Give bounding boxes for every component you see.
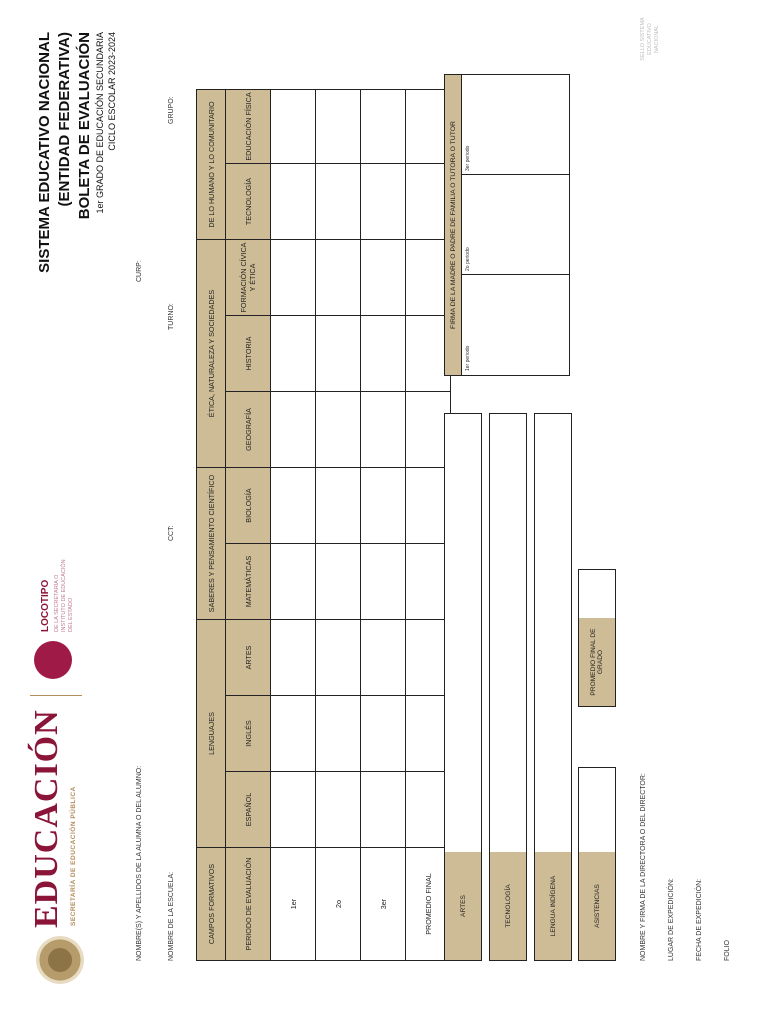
- student-name-label: NOMBRE(S) Y APELLIDOS DE LA ALUMNA O DEL ALUMNO:: [136, 765, 143, 961]
- subject-historia: HISTORIA: [226, 316, 271, 392]
- grade-cell[interactable]: [361, 772, 406, 848]
- grade-cell[interactable]: [361, 468, 406, 544]
- cycle-line: CICLO ESCOLAR 2023-2024: [107, 32, 117, 151]
- grade-cell[interactable]: [271, 620, 316, 696]
- state-logo-icon: [34, 641, 72, 679]
- state-title: (ENTIDAD FEDERATIVA): [56, 32, 73, 207]
- group-etica: ÉTICA, NATURALEZA Y SOCIEDADES: [197, 240, 226, 468]
- lengua-indigena-box: [534, 413, 572, 961]
- grade-cell[interactable]: [271, 392, 316, 468]
- table-row: [271, 90, 316, 961]
- firma-period-2: 2o periodo: [465, 247, 471, 271]
- folio-label: FOLIO: [724, 939, 731, 961]
- subject-ingles: INGLÉS: [226, 696, 271, 772]
- grade-cell[interactable]: [316, 544, 361, 620]
- grade-cell[interactable]: [361, 316, 406, 392]
- national-seal-icon: [36, 936, 84, 984]
- promedio-grado-label: PROMEDIO FINAL DE GRADO: [579, 618, 615, 706]
- periodo-header: PERIODO DE EVALUACIÓN: [226, 848, 271, 961]
- logo-subtitle: DE LA SECRETARÍA O INSTITUTO DE EDUCACIÓN DEL ESTADO: [54, 559, 74, 632]
- grade-cell[interactable]: [271, 468, 316, 544]
- grade-cell[interactable]: [316, 696, 361, 772]
- document-title: BOLETA DE EVALUACIÓN: [76, 32, 93, 220]
- promedio-grado-box: [578, 569, 616, 707]
- firma-period-1: 1er periodo: [465, 345, 471, 371]
- subject-biologia: BIOLOGÍA: [226, 468, 271, 544]
- grade-cell[interactable]: [271, 696, 316, 772]
- system-title: SISTEMA EDUCATIVO NACIONAL: [36, 32, 53, 273]
- grade-cell[interactable]: [361, 90, 406, 164]
- firma-box: [444, 74, 570, 376]
- grade-cell[interactable]: [361, 164, 406, 240]
- subject-geografia: GEOGRAFÍA: [226, 392, 271, 468]
- period-2-label: 2o: [316, 848, 361, 961]
- grade-cell[interactable]: [361, 620, 406, 696]
- grade-cell[interactable]: [361, 696, 406, 772]
- curp-label: CURP:: [136, 260, 143, 282]
- period-1-label: 1er: [271, 848, 316, 961]
- firma-title: FIRMA DE LA MADRE O PADRE DE FAMILIA O TUTORA O TUTOR: [445, 75, 461, 375]
- asistencias-label: ASISTENCIAS: [579, 852, 615, 960]
- subject-artes: ARTES: [226, 620, 271, 696]
- subject-matematicas: MATEMÁTICAS: [226, 544, 271, 620]
- director-label: NOMBRE Y FIRMA DE LA DIRECTORA O DEL DIRECTOR:: [640, 773, 647, 961]
- tecnologia-label: TECNOLOGÍA: [490, 852, 526, 960]
- group-saberes: SABERES Y PENSAMIENTO CIENTÍFICO: [197, 468, 226, 620]
- brand-title: EDUCACIÓN: [28, 709, 65, 928]
- period-3-label: 3er: [361, 848, 406, 961]
- lengua-indigena-label: LENGUA INDÍGENA: [535, 852, 571, 960]
- lugar-label: LUGAR DE EXPEDICIÓN:: [668, 878, 675, 961]
- grade-cell[interactable]: [361, 544, 406, 620]
- grade-cell[interactable]: [271, 316, 316, 392]
- artes-box: [444, 413, 482, 961]
- grade-cell[interactable]: [316, 240, 361, 316]
- grade-cell[interactable]: [271, 772, 316, 848]
- group-lenguajes: LENGUAJES: [197, 620, 226, 848]
- grade-cell[interactable]: [316, 620, 361, 696]
- grupo-label: GRUPO:: [168, 96, 175, 124]
- grade-cell[interactable]: [361, 240, 406, 316]
- sello-placeholder: SELLO SISTEMA EDUCATIVO NACIONAL: [640, 17, 660, 61]
- grade-cell[interactable]: [271, 90, 316, 164]
- grade-cell[interactable]: [316, 316, 361, 392]
- grade-cell[interactable]: [316, 90, 361, 164]
- cct-label: CCT:: [168, 525, 175, 541]
- brand-subtitle: SECRETARÍA DE EDUCACIÓN PÚBLICA: [70, 786, 77, 926]
- tecnologia-box: [489, 413, 527, 961]
- turno-label: TURNO:: [168, 303, 175, 330]
- grade-cell[interactable]: [361, 392, 406, 468]
- subject-espanol: ESPAÑOL: [226, 772, 271, 848]
- campos-header: CAMPOS FORMATIVOS: [197, 848, 226, 961]
- grade-cell[interactable]: [271, 164, 316, 240]
- promedio-final-label: PROMEDIO FINAL: [406, 848, 451, 961]
- grade-cell[interactable]: [316, 468, 361, 544]
- subject-tecnologia: TECNOLOGÍA: [226, 164, 271, 240]
- grade-cell[interactable]: [271, 240, 316, 316]
- grade-line: 1er GRADO DE EDUCACIÓN SECUNDARIA: [95, 32, 105, 214]
- table-row: [361, 90, 406, 961]
- grade-cell[interactable]: [271, 544, 316, 620]
- subject-edfisica: EDUCACIÓN FÍSICA: [226, 90, 271, 164]
- subject-formacion: FORMACIÓN CÍVICA Y ÉTICA: [226, 240, 271, 316]
- artes-label: ARTES: [445, 852, 481, 960]
- asistencias-box: [578, 767, 616, 961]
- group-humano: DE LO HUMANO Y LO COMUNITARIO: [197, 90, 226, 240]
- grades-table: [196, 89, 451, 961]
- table-row: [316, 90, 361, 961]
- school-name-label: NOMBRE DE LA ESCUELA:: [168, 871, 175, 961]
- header-divider: [30, 695, 82, 696]
- grade-cell[interactable]: [316, 164, 361, 240]
- firma-period-3: 3er periodo: [465, 145, 471, 171]
- grade-cell[interactable]: [316, 392, 361, 468]
- fecha-label: FECHA DE EXPEDICIÓN:: [696, 878, 703, 961]
- logo-title: LOCOTIPO: [40, 579, 51, 632]
- grade-cell[interactable]: [316, 772, 361, 848]
